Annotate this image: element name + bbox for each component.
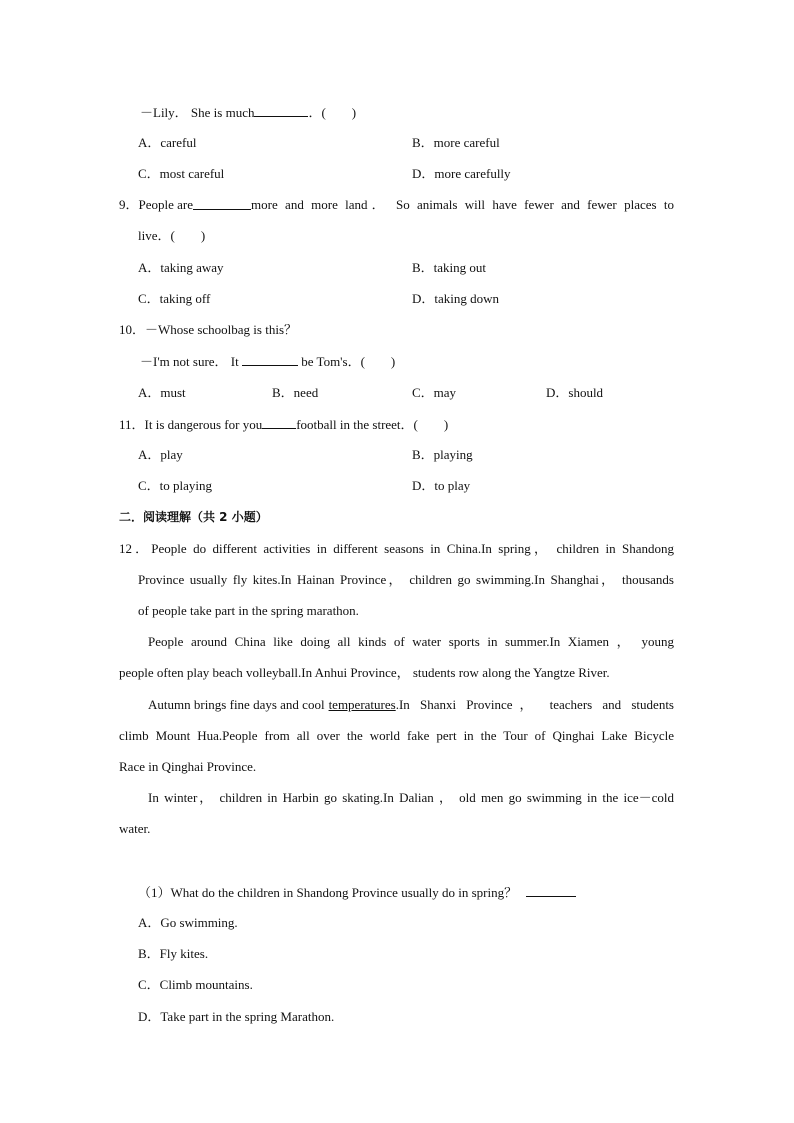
q8-stem-text: －Lily． She is much: [140, 105, 255, 120]
sub1-option-b: B．Fly kites.: [138, 946, 209, 961]
sub1-option-d: D．Take part in the spring Marathon.: [138, 1009, 335, 1024]
q8-stem: [140, 104, 356, 121]
q8-option-b: B．more careful: [412, 135, 500, 150]
passage-line: Race in Qinghai Province.: [119, 759, 257, 774]
sub-question-text: （1）What do the children in Shandong Province usually do in spring？: [138, 885, 518, 900]
q9-stem-rest: more and more land． So animals will have fewer and fewer places to: [251, 197, 674, 212]
q9-stem-text: 9．People are: [119, 197, 194, 212]
q10-stem-text: －I'm not sure． It: [140, 354, 239, 369]
q9-option-d: D．taking down: [412, 291, 500, 306]
passage-line: of people take part in the spring marathon.: [138, 603, 359, 618]
q11-option-a: A．play: [138, 447, 183, 462]
answer-blank: [262, 416, 296, 429]
q8-option-d: D．more carefully: [412, 166, 511, 181]
answer-blank: [193, 197, 251, 210]
q10-option-a: A．must: [138, 385, 186, 400]
q9-stem: [119, 197, 674, 213]
passage-line: water.: [119, 821, 151, 836]
q9-stem-line2: live．( ): [138, 228, 206, 243]
q11-option-c: C．to playing: [138, 478, 213, 493]
q11-option-b: B．playing: [412, 447, 473, 462]
q10-stem-line2: [140, 353, 395, 370]
passage-line: climb Mount Hua.People from all over the world fake pert in the Tour of Qinghai Lake Bicycle: [119, 728, 674, 743]
q10-option-c: C．may: [412, 385, 457, 400]
section-heading: 二．阅读理解（共 2 小题）: [119, 510, 268, 524]
q11-stem-text: 11．It is dangerous for you: [119, 417, 263, 432]
q11-option-d: D．to play: [412, 478, 471, 493]
q10-option-b: B．need: [272, 385, 319, 400]
passage-line: 12．People do different activities in different seasons in China.In spring， children in Shandong: [119, 541, 674, 556]
q9-option-a: A．taking away: [138, 260, 224, 275]
passage-line: Province usually fly kites.In Hainan Province， children go swimming.In Shanghai， thousands: [138, 572, 674, 587]
q9-option-c: C．taking off: [138, 291, 211, 306]
sub1-option-c: C．Climb mountains.: [138, 977, 253, 992]
passage-line: People around China like doing all kinds of water sports in summer.In Xiamen ， young: [148, 634, 674, 649]
q8-option-c: C．most careful: [138, 166, 225, 181]
q10-stem: 10．－Whose schoolbag is this？: [119, 322, 298, 337]
q11-stem-end: football in the street．( ): [296, 417, 449, 432]
sub1-option-a: A．Go swimming.: [138, 915, 238, 930]
q9-option-b: B．taking out: [412, 260, 487, 275]
passage-text: .In Shanxi Province， teachers and students: [395, 697, 674, 712]
passage-line: people often play beach volleyball.In Anhui Province， students row along the Yangtze River.: [119, 665, 610, 680]
sub-question-1: [138, 884, 576, 901]
passage-line: [148, 697, 674, 713]
answer-blank: [526, 884, 576, 897]
passage-line: In winter， children in Harbin go skating.In Dalian ， old men go swimming in the ice－cold: [148, 790, 674, 805]
q11-stem: [119, 416, 448, 433]
underlined-word: temperatures: [328, 697, 396, 712]
passage-text: Autumn brings fine days and cool: [148, 697, 325, 712]
q8-option-a: A．careful: [138, 135, 197, 150]
answer-blank: [254, 104, 308, 117]
q8-stem-end: ．( ): [308, 105, 357, 120]
q10-option-d: D．should: [546, 385, 604, 400]
q10-stem-end: be Tom's．( ): [301, 354, 396, 369]
answer-blank: [242, 353, 298, 366]
